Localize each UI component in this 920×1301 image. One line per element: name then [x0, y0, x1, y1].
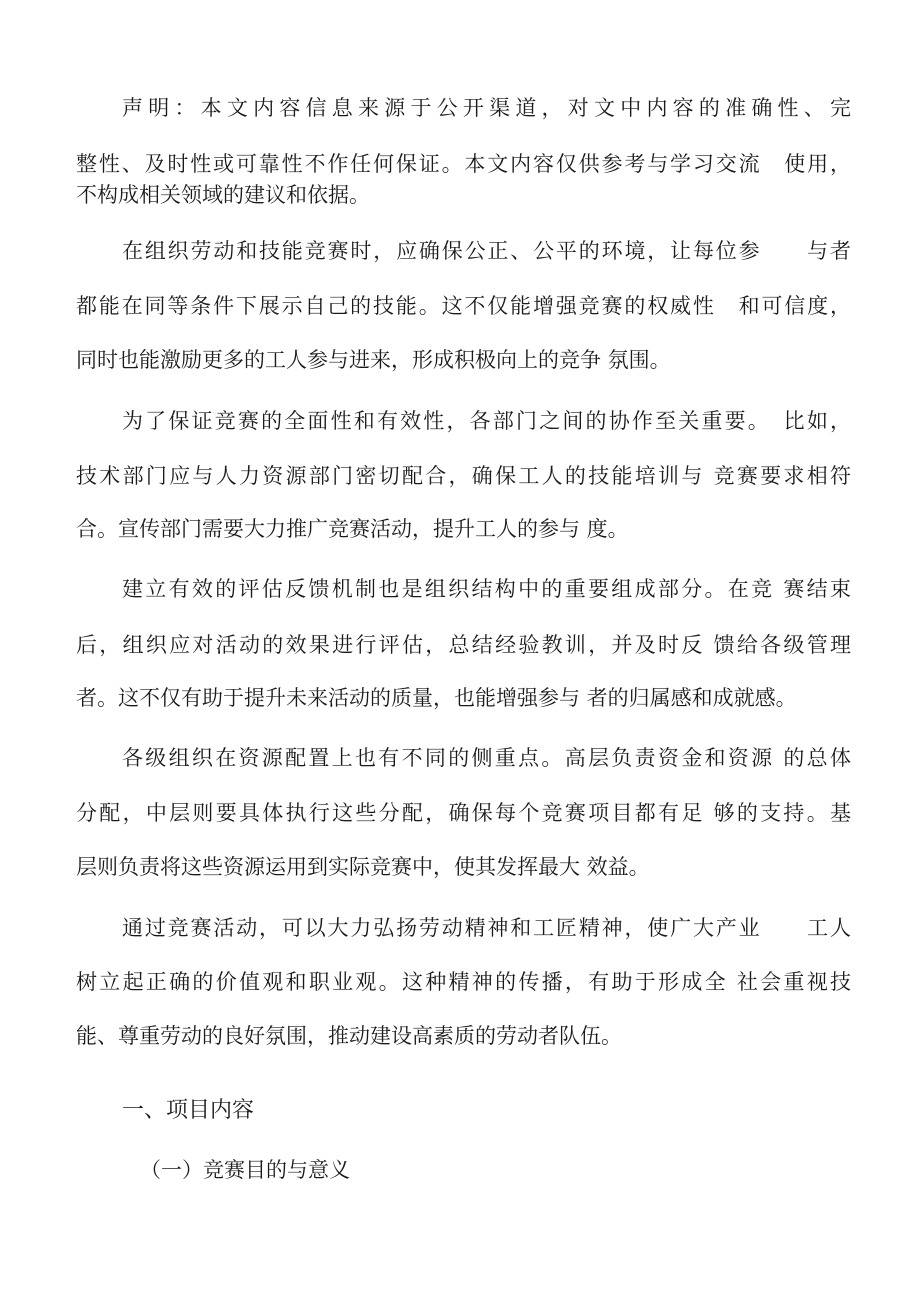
paragraph-1-line-2: 整性、及时性或可靠性不作任何保证。本文内容仅供参考与学习交流 使用， [76, 152, 851, 176]
paragraph-6-line-3: 能、尊重劳动的良好氛围，推动建设高素质的劳动者队伍。 [76, 1024, 622, 1048]
paragraph-6-line-1: 通过竞赛活动，可以大力弘扬劳动精神和工匠精神，使广大产业 工人 [122, 916, 851, 940]
paragraph-3-line-3: 合。宣传部门需要大力推广竞赛活动，提升工人的参与 度。 [76, 517, 629, 541]
paragraph-2-line-3: 同时也能激励更多的工人参与进来，形成积极向上的竞争 氛围。 [76, 348, 671, 372]
paragraph-3-line-2: 技术部门应与人力资源部门密切配合，确保工人的技能培训与 竞赛要求相符 [76, 464, 851, 488]
paragraph-4-line-1: 建立有效的评估反馈机制也是组织结构中的重要组成部分。在竞 赛结束 [122, 577, 851, 601]
paragraph-1-line-1: 声明：本文内容信息来源于公开渠道，对文中内容的准确性、完 [122, 96, 851, 120]
paragraph-4-line-2: 后，组织应对活动的效果进行评估，总结经验教训，并及时反 馈给各级管理 [76, 633, 851, 657]
paragraph-4-line-3: 者。这不仅有助于提升未来活动的质量，也能增强参与 者的归属感和成就感。 [76, 686, 797, 710]
paragraph-3-line-1: 为了保证竞赛的全面性和有效性，各部门之间的协作至关重要。 比如， [122, 409, 851, 433]
paragraph-1-line-3: 不构成相关领域的建议和依据。 [76, 183, 370, 207]
subsection-heading: （一）竞赛目的与意义 [140, 1158, 350, 1182]
paragraph-6-line-2: 树立起正确的价值观和职业观。这种精神的传播，有助于形成全 社会重视技 [76, 970, 851, 994]
paragraph-2-line-2: 都能在同等条件下展示自己的技能。这不仅能增强竞赛的权威性 和可信度， [76, 294, 851, 318]
paragraph-2-line-1: 在组织劳动和技能竞赛时，应确保公正、公平的环境，让每位参 与者 [122, 239, 851, 263]
paragraph-5-line-2: 分配，中层则要具体执行这些分配，确保每个竞赛项目都有足 够的支持。基 [76, 801, 851, 825]
paragraph-5-line-1: 各级组织在资源配置上也有不同的侧重点。高层负责资金和资源 的总体 [122, 746, 851, 770]
paragraph-5-line-3: 层则负责将这些资源运用到实际竞赛中，使其发挥最大 效益。 [76, 855, 650, 879]
section-heading: 一、项目内容 [122, 1098, 255, 1123]
